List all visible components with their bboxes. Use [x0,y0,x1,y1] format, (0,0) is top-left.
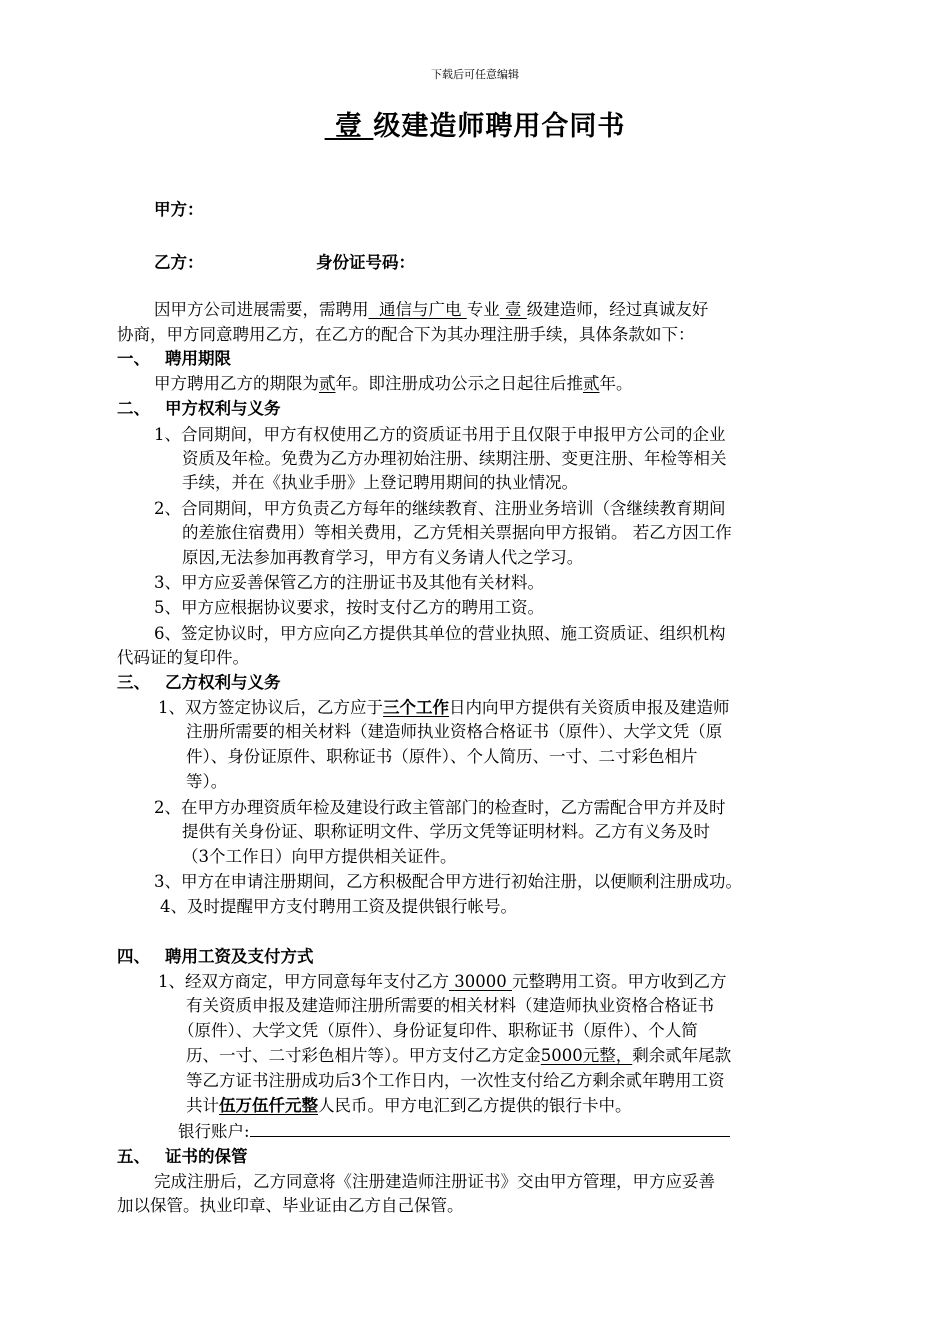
s3-item-1-line-4: 等）。 [186,772,228,791]
text: 年。即注册成功公示之日起往后推 [335,374,583,393]
section-number: 一、 [117,349,150,368]
deposit-amount: 5000元整， [540,1046,633,1065]
s2-item-2-line-2: 的差旅住宿费用）等相关费用，乙方凭相关票据向甲方报销。 若乙方因工作 [182,523,732,542]
id-number-label: 身份证号码： [316,253,415,272]
s3-item-3: 3、甲方在申请注册期间，乙方积极配合甲方进行初始注册，以便顺利注册成功。 [154,872,742,891]
s3-item-2-line-1: 2、在甲方办理资质年检及建设行政主管部门的检查时，乙方需配合甲方并及时 [154,798,726,817]
page-title [0,104,950,143]
s3-item-1-line-3: 件）、身份证原件、职称证书（原件）、个人简历、一寸、二寸彩色相片 [186,747,698,766]
section-4-heading [117,945,314,969]
text: 历、一寸、二寸彩色相片等）。甲方支付乙方定金 [186,1046,541,1065]
s4-line-5: 等乙方证书注册成功后3个工作日内，一次性支付给乙方剩余贰年聘用工资 [186,1071,725,1090]
section-title: 甲方权利与义务 [165,399,281,418]
total-amount: 伍万伍仟元整 [219,1096,318,1115]
s2-item-2-line-1: 2、合同期间，甲方负责乙方每年的继续教育、注册业务培训（含继续教育期间 [154,499,726,518]
party-b-label: 乙方： [154,253,204,272]
section-5-heading [117,1145,248,1169]
intro-text: 级建造师，经过真诚友好 [526,300,709,319]
text: 1、双方签定协议后，乙方应于 [158,698,383,717]
text: 人民币。甲方电汇到乙方提供的银行卡中。 [318,1096,632,1115]
section-number: 四、 [117,947,150,966]
s4-line-6 [186,1094,632,1118]
s4-line-3: （原件）、大学文凭（原件）、身份证复印件、职称证书（原件）、个人简 [178,1021,698,1040]
intro-line-2: 协商，甲方同意聘用乙方，在乙方的配合下为其办理注册手续，具体条款如下： [117,325,695,344]
s3-item-2-line-3: （3个工作日）向甲方提供相关证件。 [182,847,457,866]
submission-days: 三个工作 [383,698,449,717]
section-title: 聘用工资及支付方式 [165,947,314,966]
bank-account-row [178,1119,730,1144]
s2-item-5: 5、甲方应根据协议要求，按时支付乙方的聘用工资。 [154,598,544,617]
section-title: 聘用期限 [165,349,231,368]
text: 日内向甲方提供有关资质申报及建造师 [449,698,730,717]
s3-item-1-line-1 [158,696,730,720]
s3-item-2-line-2: 提供有关身份证、职称证明文件、学历文凭等证明材料。乙方有义务及时 [182,822,710,841]
s5-line-2: 加以保管。执业印章、毕业证由乙方自己保管。 [117,1196,464,1215]
s2-item-2-line-3: 原因,无法参加再教育学习，甲方有义务请人代之学习。 [182,548,584,567]
s4-line-1 [158,970,727,994]
section-title: 乙方权利与义务 [165,673,281,692]
section-1-heading [117,347,231,371]
s2-item-6-line-1: 6、签定协议时，甲方应向乙方提供其单位的营业执照、施工资质证、组织机构 [154,624,726,643]
section-number: 二、 [117,399,150,418]
term-years: 贰 [319,374,336,393]
s4-line-2: 有关资质申报及建造师注册所需要的相关材料（建造师执业资格合格证书 [186,996,714,1015]
s2-item-1-line-3: 手续，并在《执业手册》上登记聘用期间的执业情况。 [182,473,578,492]
intro-text: 专业 [466,300,500,319]
section-3-heading [117,671,281,695]
s4-line-4 [186,1044,731,1068]
s2-item-1-line-1: 1、合同期间，甲方有权使用乙方的资质证书用于且仅限于申报甲方公司的企业 [154,425,726,444]
bank-account-field[interactable] [250,1119,730,1137]
text: 剩余贰年尾款 [632,1046,732,1065]
s3-item-1-line-2: 注册所需要的相关材料（建造师执业资格合格证书（原件）、大学文凭（原 [186,722,723,741]
s2-item-6-line-2: 代码证的复印件。 [117,648,249,667]
text: 年。 [599,374,633,393]
intro-major: 通信与广电 [379,300,462,319]
text: 甲方聘用乙方的期限为 [154,374,319,393]
section-title: 证书的保管 [165,1147,248,1166]
bank-account-label: 银行账户: [178,1122,250,1141]
term-years: 贰 [583,374,600,393]
header-note: 下载后可任意编辑 [431,68,519,81]
text: 共计 [186,1096,219,1115]
s2-item-1-line-2: 资质及年检。免费为乙方办理初始注册、续期注册、变更注册、年检等相关 [182,449,727,468]
section-number: 五、 [117,1147,150,1166]
title-text: 级建造师聘用合同书 [373,111,626,142]
party-a-label: 甲方： [154,200,204,219]
section-number: 三、 [117,673,150,692]
text: 1、经双方商定，甲方同意每年支付乙方 [158,972,449,991]
section-2-heading [117,397,281,421]
section-1-text [154,372,633,396]
annual-salary: 30000 [454,972,507,991]
text: 元整聘用工资。甲方收到乙方 [512,972,727,991]
intro-line-1 [154,298,708,322]
title-level: 壹 [335,111,363,142]
s2-item-3: 3、甲方应妥善保管乙方的注册证书及其他有关材料。 [154,573,544,592]
intro-level: 壹 [505,300,522,319]
intro-text: 因甲方公司进展需要，需聘用 [154,300,369,319]
s3-item-4: 4、及时提醒甲方支付聘用工资及提供银行帐号。 [160,897,517,916]
s5-line-1: 完成注册后，乙方同意将《注册建造师注册证书》交由甲方管理，甲方应妥善 [154,1172,715,1191]
